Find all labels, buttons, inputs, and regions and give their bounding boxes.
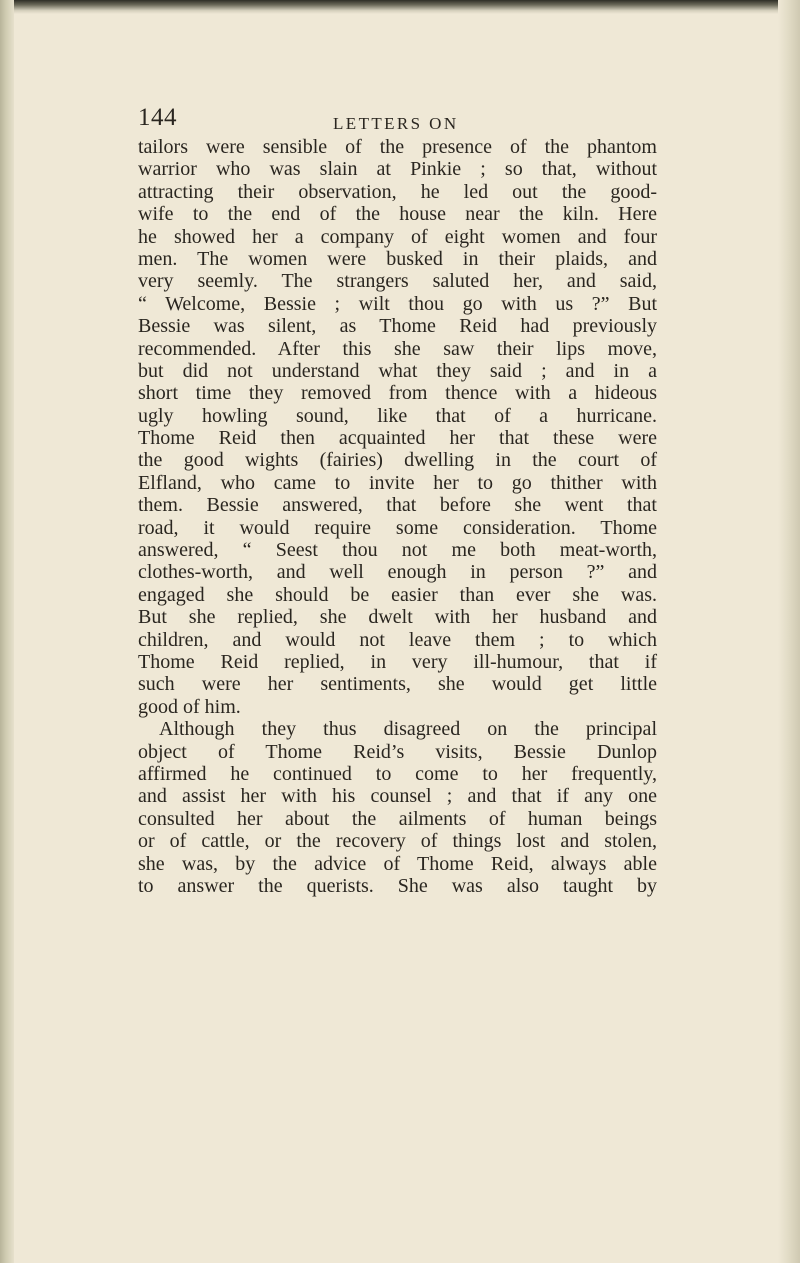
text-line: to answer the querists. She was also taught by: [138, 874, 657, 897]
text-line: engaged she should be easier than ever she was.: [138, 583, 657, 606]
running-title: LETTERS ON: [333, 114, 459, 133]
text-line: them. Bessie answered, that before she went that: [138, 494, 657, 517]
text-line: But she replied, she dwelt with her husband and: [138, 606, 657, 629]
text-line: very seemly. The strangers saluted her, and said,: [138, 270, 657, 293]
text-line: short time they removed from thence with a hideous: [138, 382, 657, 405]
text-line: wife to the end of the house near the kiln. Here: [138, 203, 657, 226]
text-line: men. The women were busked in their plaids, and: [138, 247, 657, 270]
page-binding-edge: [0, 0, 14, 1263]
text-line: such were her sentiments, she would get little: [138, 673, 657, 696]
text-line: or of cattle, or the recovery of things lost and stolen,: [138, 830, 657, 853]
text-line: Although they thus disagreed on the principal: [159, 718, 657, 741]
text-line: clothes-worth, and well enough in person ?” and: [138, 561, 657, 584]
text-line: “ Welcome, Bessie ; wilt thou go with us ?” But: [138, 292, 657, 315]
text-line: and assist her with his counsel ; and that if any one: [138, 785, 657, 808]
text-line: answered, “ Seest thou not me both meat-worth,: [138, 539, 657, 562]
text-line: Thome Reid then acquainted her that these were: [138, 427, 657, 450]
text-line: warrior who was slain at Pinkie ; so that, without: [138, 158, 657, 181]
text-line: object of Thome Reid’s visits, Bessie Dunlop: [138, 740, 657, 763]
text-line: he showed her a company of eight women and four: [138, 225, 657, 248]
text-line: she was, by the advice of Thome Reid, always able: [138, 852, 657, 875]
text-line: children, and would not leave them ; to which: [138, 628, 657, 651]
text-line: ugly howling sound, like that of a hurricane.: [138, 404, 657, 427]
text-line: tailors were sensible of the presence of the phantom: [138, 136, 657, 158]
text-line: good of him.: [138, 695, 241, 718]
text-line: Thome Reid replied, in very ill-humour, that if: [138, 650, 657, 673]
text-line: affirmed he continued to come to her frequently,: [138, 762, 657, 785]
text-line: consulted her about the ailments of human beings: [138, 807, 657, 830]
body-text: [138, 136, 657, 897]
text-line: attracting their observation, he led out the good-: [138, 180, 657, 203]
text-line: road, it would require some consideration. Thome: [138, 516, 657, 539]
text-line: but did not understand what they said ; and in a: [138, 359, 657, 382]
text-line: Bessie was silent, as Thome Reid had previously: [138, 315, 657, 338]
text-line: the good wights (fairies) dwelling in the court of: [138, 449, 657, 472]
page-top-edge: [0, 0, 800, 14]
text-line: Elfland, who came to invite her to go thither with: [138, 471, 657, 494]
page-outer-edge: [778, 0, 800, 1263]
page-number: 144: [138, 104, 177, 131]
text-line: recommended. After this she saw their lips move,: [138, 337, 657, 360]
